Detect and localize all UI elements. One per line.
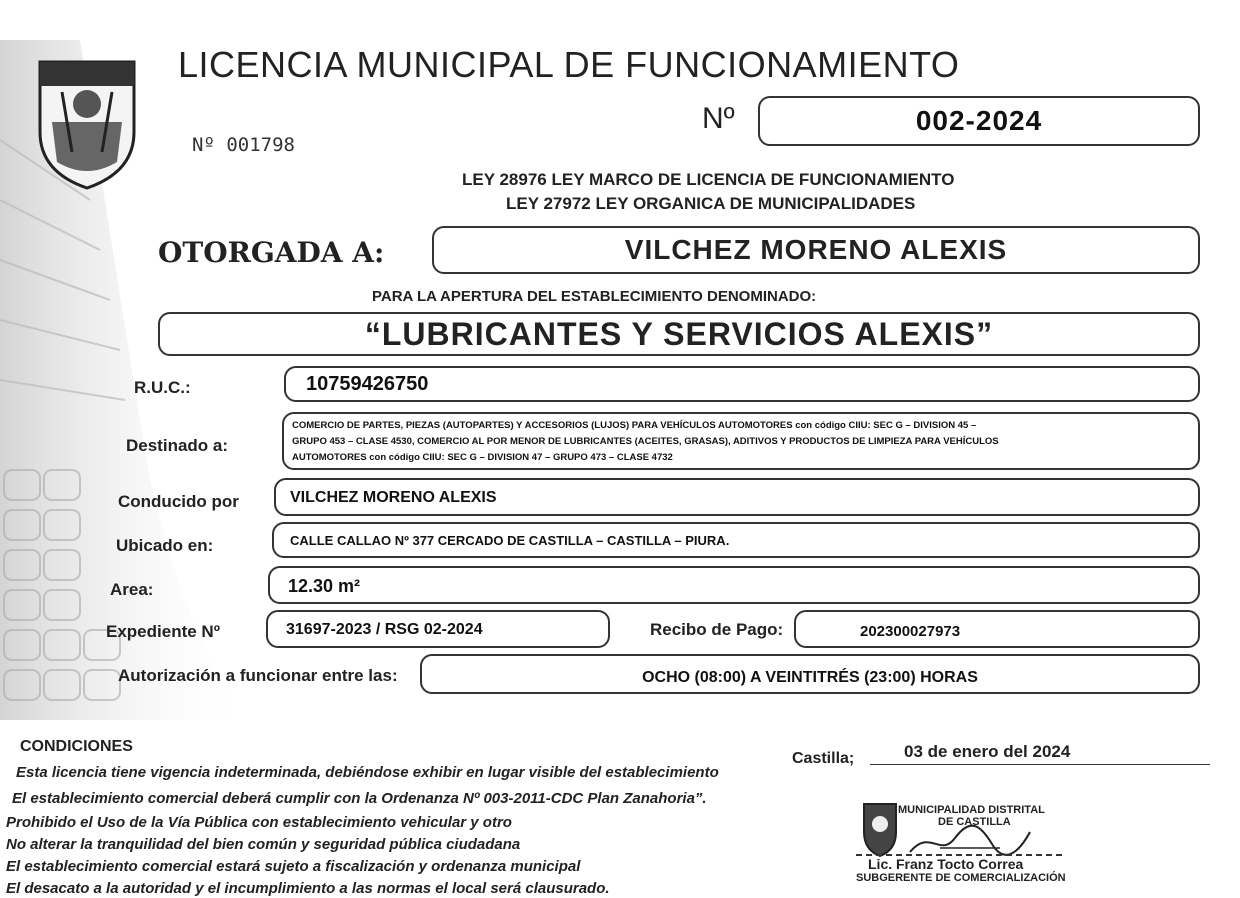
destinado-line-1: COMERCIO DE PARTES, PIEZAS (AUTOPARTES) Y ACCESORIOS (LUJOS) PARA VEHÍCULOS AUTOMOTORES con código CIIU: SEC G – DIVISION 45 – [292,420,977,431]
municipal-crest-icon [32,52,142,192]
place-label: Castilla; [792,750,855,767]
area-label: Area: [110,580,154,599]
condition-6: El desacato a la autoridad y el incumplimiento a las normas el local será clausurado. [6,880,610,897]
establishment-value: “LUBRICANTES Y SERVICIOS ALEXIS” [364,316,994,352]
area-box [268,566,1200,604]
condition-4: No alterar la tranquilidad del bien común y seguridad pública ciudadana [6,836,521,853]
law-line-2: LEY 27972 LEY ORGANICA DE MUNICIPALIDADES [506,194,916,213]
condition-1: Esta licencia tiene vigencia indeterminada, debiéndose exhibir en lugar visible del establecimiento [16,764,719,781]
destinado-box [282,412,1200,470]
signer-title: SUBGERENTE DE COMERCIALIZACIÓN [856,872,1066,884]
granted-box [432,226,1200,274]
expediente-label: Expediente Nº [106,622,220,641]
conducido-box [274,478,1200,516]
law-line-1: LEY 28976 LEY MARCO DE LICENCIA DE FUNCIONAMIENTO [462,170,955,189]
condition-5: El establecimiento comercial estará sujeto a fiscalización y ordenanza municipal [6,858,581,875]
establishment-box [158,312,1200,356]
number-box [758,96,1200,146]
ubicado-value: CALLE CALLAO Nº 377 CERCADO DE CASTILLA – CASTILLA – PIURA. [290,533,730,548]
stamp-seal-icon [860,800,900,860]
conditions-title: CONDICIONES [20,738,133,755]
ruc-label: R.U.C.: [134,378,191,397]
granted-label: OTORGADA A: [158,236,385,269]
recibo-label: Recibo de Pago: [650,620,784,639]
autorizacion-value: OCHO (08:00) A VEINTITRÉS (23:00) HORAS [642,669,978,686]
ubicado-label: Ubicado en: [116,536,214,555]
establishment-label: PARA LA APERTURA DEL ESTABLECIMIENTO DENOMINADO: [372,288,817,305]
license-number: 002-2024 [915,105,1043,136]
document-title: LICENCIA MUNICIPAL DE FUNCIONAMIENTO [178,44,960,85]
stamp-line-1: MUNICIPALIDAD DISTRITAL [898,804,1045,816]
condition-2: El establecimiento comercial deberá cumplir con la Ordenanza Nº 003-2011-CDC Plan Zanahoria”. [12,790,707,807]
number-label: Nº [702,102,735,135]
destinado-line-2: GRUPO 453 – CLASE 4530, COMERCIO AL POR MENOR DE LUBRICANTES (ACEITES, GRASAS), ADITIVOS Y PRODUCTOS DE LIMPIEZA PARA VEHÍCULOS [292,436,999,447]
granted-value: VILCHEZ MORENO ALEXIS [624,234,1008,265]
recibo-box [794,610,1200,648]
conducido-label: Conducido por [118,492,239,511]
condition-3: Prohibido el Uso de la Vía Pública con establecimiento vehicular y otro [6,814,512,831]
expediente-value: 31697-2023 / RSG 02-2024 [286,621,483,638]
destinado-label: Destinado a: [126,436,229,455]
autorizacion-box [420,654,1200,694]
date-underline [870,764,1210,765]
autorizacion-label: Autorización a funcionar entre las: [118,666,398,685]
area-value: 12.30 m² [288,576,361,596]
serial-number: Nº 001798 [192,134,295,156]
destinado-text [284,414,1198,466]
ruc-value: 10759426750 [306,373,429,395]
date-value: 03 de enero del 2024 [904,742,1071,761]
expediente-box [266,610,610,648]
recibo-value: 202300027973 [860,623,961,640]
ruc-box [284,366,1200,402]
conducido-value: VILCHEZ MORENO ALEXIS [290,489,497,506]
destinado-line-3: AUTOMOTORES con código CIIU: SEC G – DIVISION 47 – GRUPO 473 – CLASE 4732 [292,452,673,463]
stamp-line-2: DE CASTILLA [938,816,1011,828]
signer-name: Lic. Franz Tocto Correa [868,856,1024,872]
ubicado-box [272,522,1200,558]
